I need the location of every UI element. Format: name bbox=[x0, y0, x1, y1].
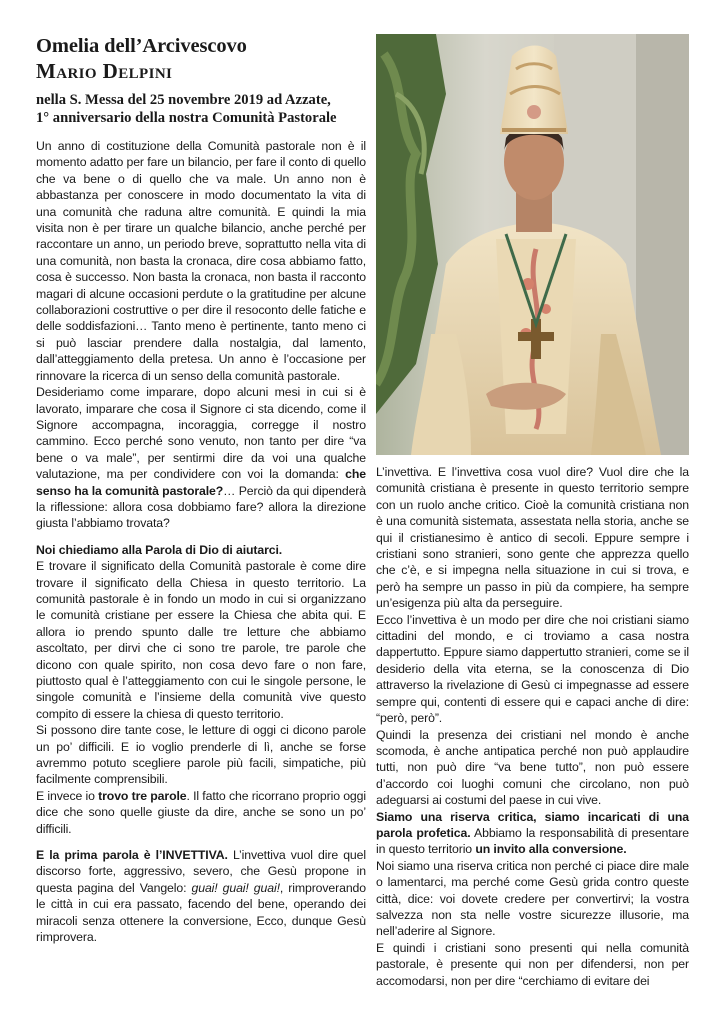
bold-run: Siamo una riserva critica, siamo incaricati di una parola profetica. bbox=[376, 809, 689, 840]
paragraph: Noi siamo una riserva critica non perché ci piace dire male o lamentarci, ma perché come Gesù grida contro queste città, dice: voi dovete credere per convertirvi; la vostra salvezza non sta nelle vostre sicurezze illusorie, ma nell’aderire al Signore. bbox=[376, 858, 689, 939]
bold-run: E la prima parola è l’INVETTIVA. bbox=[36, 848, 228, 863]
paragraph: Un anno di costituzione della Comunità pastorale non è il momento adatto per fare un bilancio, per fare il conto di quello che va bene o di quello che va male. Un anno non è abbastanza per conoscere in modo documentato la vita di una comunità che raduna altre comunità. E quindi la mia visita non è per tirare un qualche bilancio, anche perché per raccontare un anno, un periodo breve, soprattutto nella vita di una comunità, non basta la cronaca, dire cosa abbiamo fatto, cosa è successo. Non basta la cronaca, non basta il racconto magari di alcune occasioni perdute o la gratitudine per alcune collaborazioni costruttive o per dire il resoconto delle fatiche e delle soddisfazioni… Tanto meno è pertinente, tanto meno ci si può lasciar prendere dalla nostalgia, dal lamento, dall’atteggiamento della pretesa. Un anno è l’occasione per rinnovare la ricerca di un senso della comunità pastorale. bbox=[36, 139, 367, 383]
subtitle-line-1: nella S. Messa del 25 novembre 2019 ad Azzate, bbox=[36, 92, 331, 108]
italic-run: guai! guai! guai! bbox=[191, 880, 280, 895]
paragraph: L’invettiva. E l’invettiva cosa vuol dire? Vuol dire che la comunità cristiana è presente in questo territorio sempre con un ruolo anche critico. Cioè la comunità cristiana non è una comunità sistemata, assestata nella storia, anche se qui il cristianesimo è antico di secoli. Eppure sempre i cristiani sono stranieri, sono gente che apprezza quello che c’è, e si impegna nella situazione in cui si trova, e però ha sempre un passo in più da compiere, ha sempre un’esigenza più alta da perseguire. bbox=[376, 465, 689, 611]
paragraph: Si possono dire tante cose, le letture di oggi ci dicono parole un po’ difficili. E io voglio prenderle di lì, anche se forse avremmo potuto scegliere parole più facili, simpatiche, più facilmente comprensibili. bbox=[36, 723, 366, 787]
paragraph bbox=[376, 809, 689, 858]
text-run: , rimproverando le città in cui era passato, facendo del bene, operando dei miracoli senza ottenere la conversione, Ecco, dunque Gesù rimprovera. bbox=[36, 880, 366, 945]
bold-run: trovo tre parole bbox=[98, 788, 187, 803]
bold-run: che senso ha la comunità pastorale? bbox=[36, 467, 366, 498]
paragraph: Ecco l’invettiva è un modo per dire che noi cristiani siamo cittadini del mondo, e ci troviamo a casa nostra dappertutto. Eppure siamo dappertutto stranieri, come se il desiderio della vita eterna, se la conoscenza di Dio attraverso la rivelazione di Gesù ci impegnasse ad essere sempre qui, contenti di essere qui e capaci anche di dire: “però, però”. bbox=[376, 612, 689, 726]
text-run: E invece io bbox=[36, 788, 99, 803]
left-column bbox=[36, 138, 366, 946]
archbishop-photo bbox=[376, 34, 689, 455]
text-run: L’invettiva vuol dire quel discorso forte, aggressivo, severo, che Gesù propone in questa pagina del Vangelo: bbox=[36, 848, 366, 895]
author-name: Mario Delpini bbox=[36, 59, 173, 83]
text-run: … Perciò da qui dipenderà la riflessione: allora cosa dobbiamo fare? allora la direzione giusta l’abbiamo trovata? bbox=[36, 483, 367, 531]
article-header bbox=[36, 34, 366, 127]
right-column bbox=[376, 464, 689, 989]
paragraph bbox=[36, 847, 366, 945]
text-run: Abbiamo la responsabilità di presentare in questo territorio bbox=[376, 825, 689, 857]
subtitle-line-2: 1° anniversario della nostra Comunità Pastorale bbox=[36, 110, 337, 126]
paragraph bbox=[36, 788, 366, 837]
page-title: Omelia dell’Arcivescovo bbox=[36, 35, 247, 57]
section-heading: Noi chiediamo alla Parola di Dio di aiutarci. bbox=[36, 542, 283, 557]
paragraph bbox=[36, 384, 366, 532]
text-run: Desideriamo come imparare, dopo alcuni mesi in cui si è lavorato, imparare che cosa il Signore ci sta dicendo, come il Signore accompagna, incoraggia, corregge il nostro cammino. Ecco perché sono venuto, non tanto per dire “va bene o va male”, per sentirmi dire da voi una qualche valutazione, ma per condividere con voi la domanda: bbox=[36, 385, 366, 482]
bold-run: un invito alla conversione. bbox=[475, 842, 627, 857]
paragraph: E trovare il significato della Comunità pastorale è come dire trovare il significato della Chiesa in questo territorio. La comunità pastorale è in fondo un modo in cui si organizzano le comunità cristiane per essere la Chiesa che abita qui. E allora io prendo spunto dalle tre letture che abbiamo ascoltato, per dirvi che ci sono tre parole, tre parole che dicono con quale spirito, non cosa devo fare o non fare, piuttosto qual è l’atteggiamento con cui le singole persone, le singole comunità e l’insieme della comunità vive questo compito di essere la chiesa di questo territorio. bbox=[36, 559, 366, 721]
text-run: . Il fatto che ricorrano proprio oggi dice che sono quelle giuste da dire, anche se sono un po’ difficili. bbox=[36, 788, 366, 836]
paragraph: Quindi la presenza dei cristiani nel mondo è anche scomoda, è anche antipatica perché non può applaudire tutti, non può dire “va bene tutto”, non può essere d’accordo coi luoghi comuni che circolano, non può adeguarsi ai costumi del paese in cui vive. bbox=[376, 727, 689, 808]
paragraph: E quindi i cristiani sono presenti qui nella comunità pastorale, è presente qui non per difendersi, non per accomodarsi, non per dire “cerchiamo di evitare dei bbox=[376, 940, 689, 988]
subtitle bbox=[36, 91, 366, 127]
